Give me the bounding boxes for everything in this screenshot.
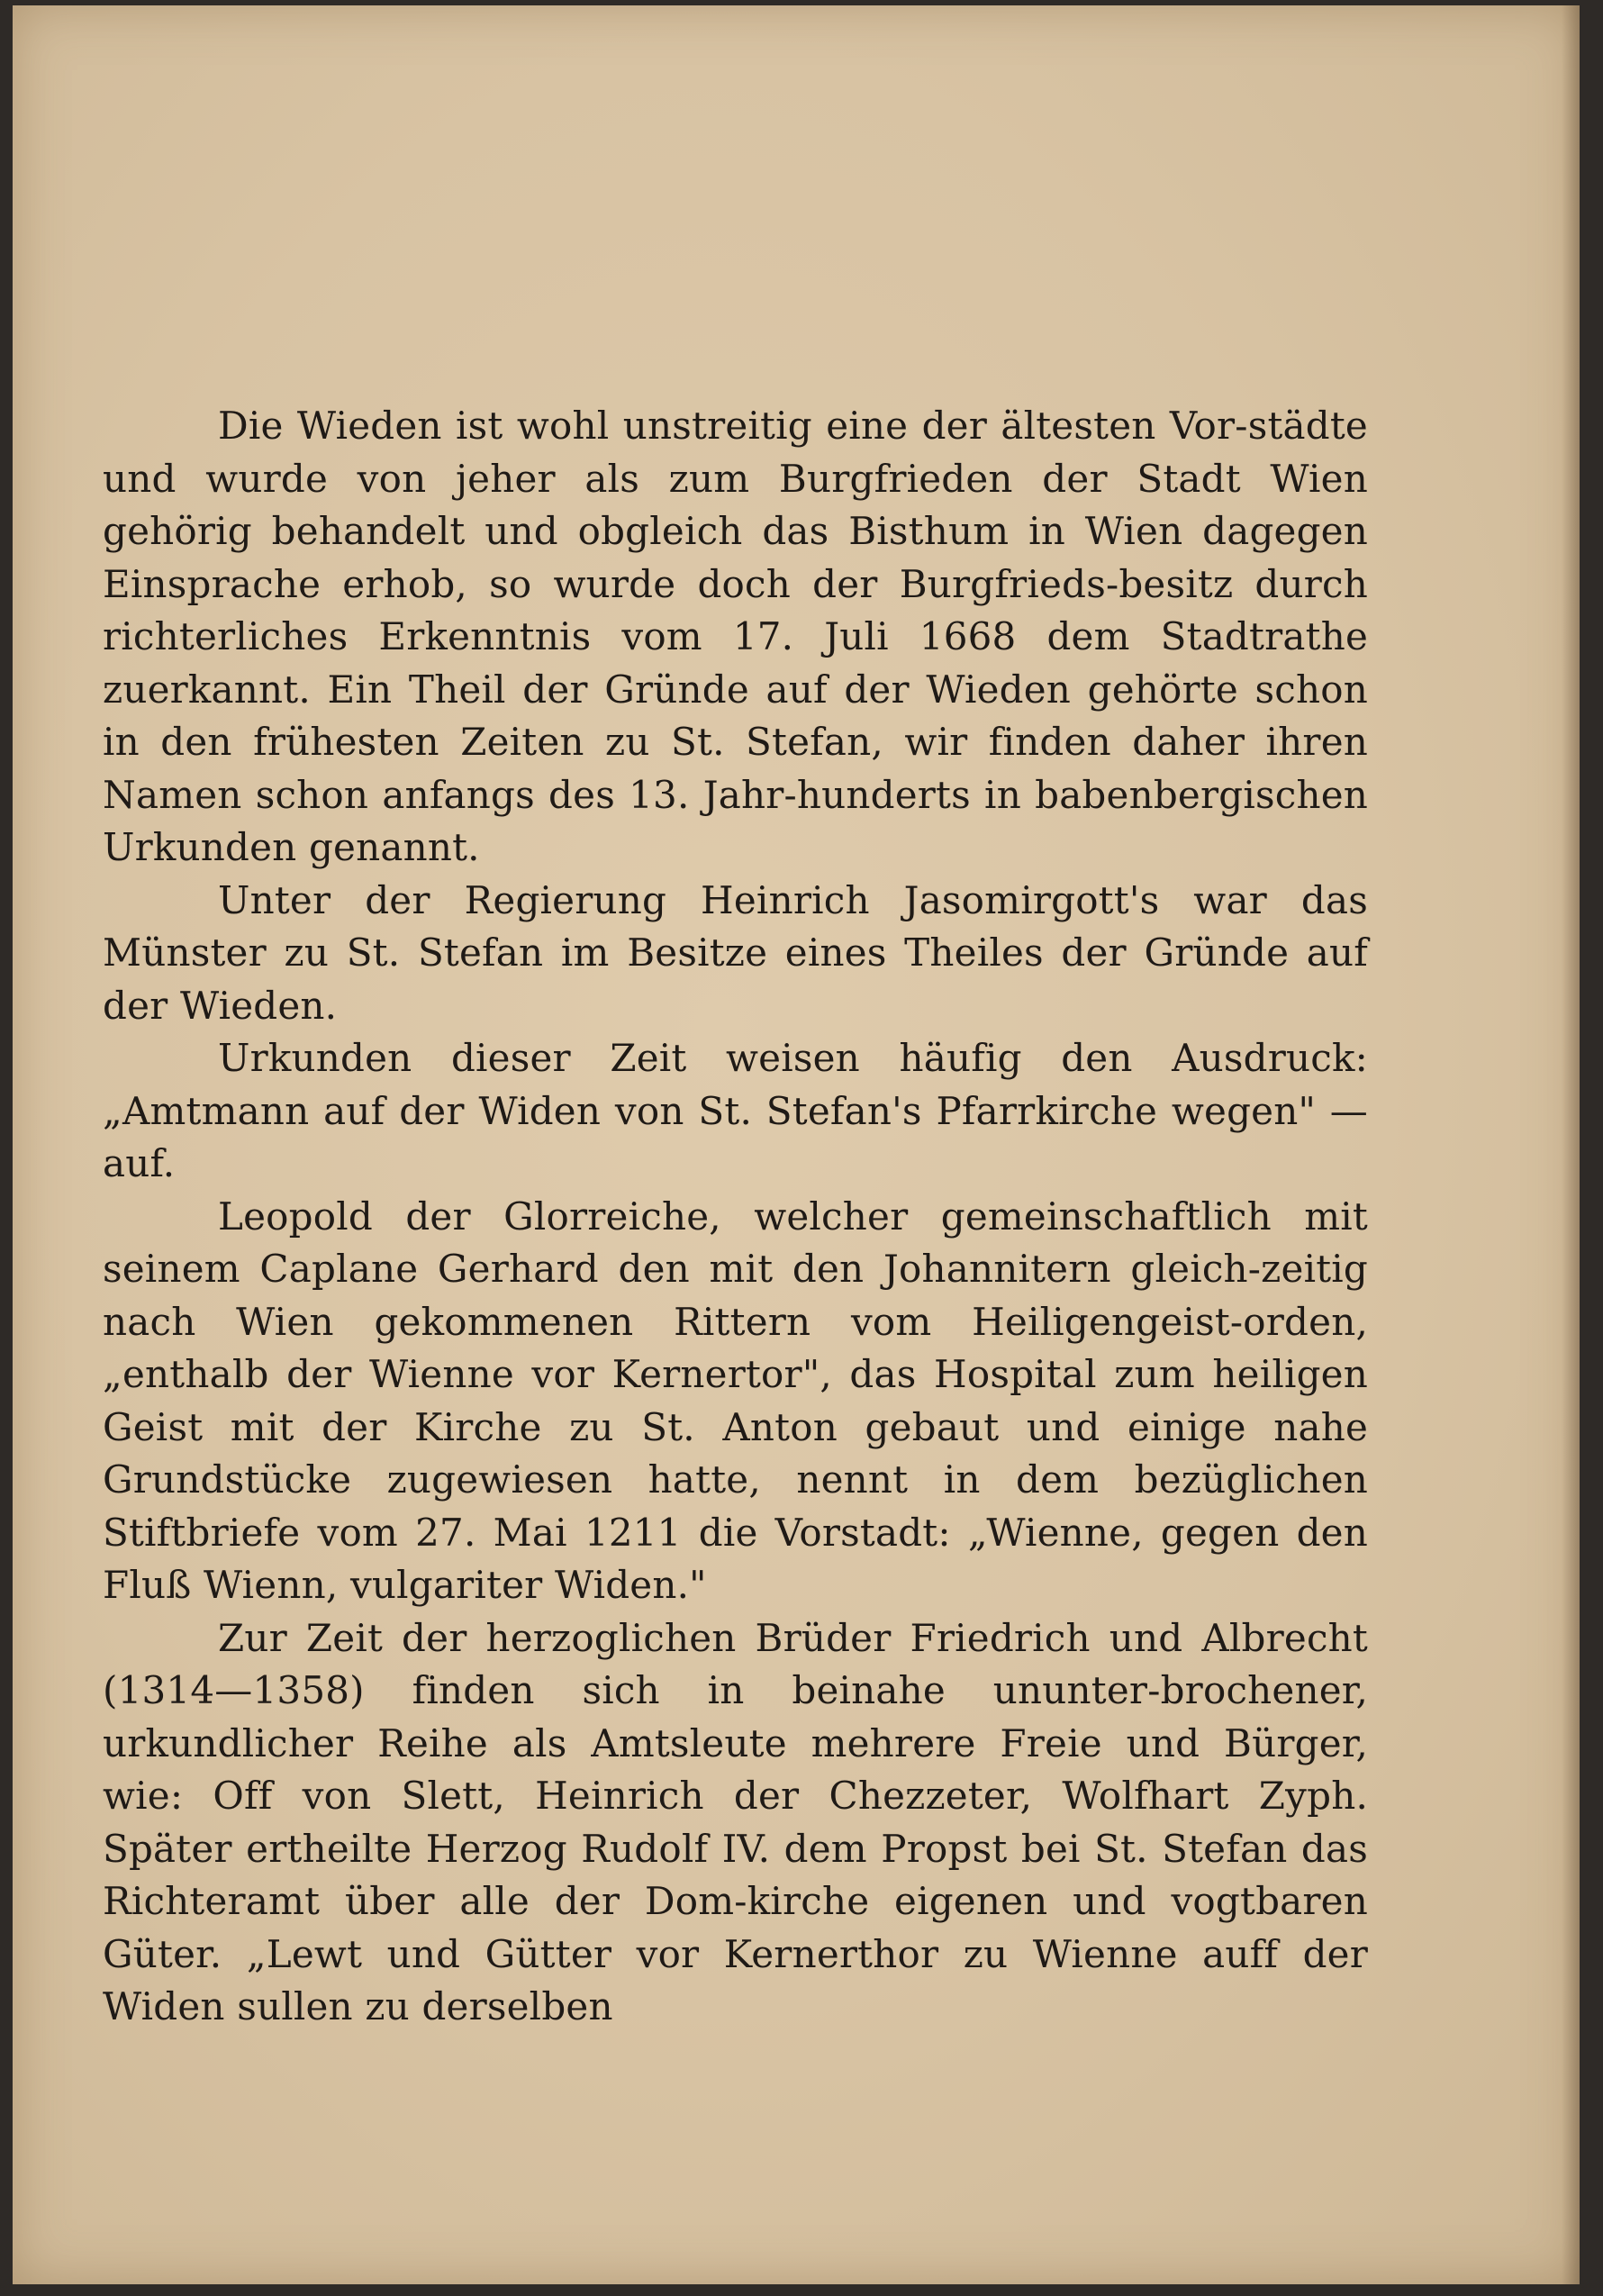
paragraph-1: Die Wieden ist wohl unstreitig eine der ältesten Vor-städte und wurde von jeher als zum Burgfrieden der Stadt Wien gehörig behandelt und obgleich das Bisthum in Wien dagegen Einsprache erhob, so wurde doch der Burgfrieds-besitz durch richterliches Erkenntnis vom 17. Juli 1668 dem Stadtrathe zuerkannt. Ein Theil der Gründe auf der Wieden gehörte schon in den frühesten Zeiten zu St. Stefan, wir finden daher ihren Namen schon anfangs des 13. Jahr-hunderts in babenbergischen Urkunden genannt. [103,404,1368,869]
paragraph-2: Unter der Regierung Heinrich Jasomirgott's war das Münster zu St. Stefan im Besitze eines Theiles der Gründe auf der Wieden. [103,877,1368,1028]
paragraph-5: Zur Zeit der herzoglichen Brüder Friedrich und Albrecht (1314—1358) finden sich in beinahe ununter-brochener, urkundlicher Reihe als Amtsleute mehrere Freie und Bürger, wie: Off von Slett, Heinrich der Chezzeter, Wolfhart Zyph. Später ertheilte Herzog Rudolf IV. dem Propst bei St. Stefan das Richteramt über alle der Dom-kirche eigenen und vogtbaren Güter. „Lewt und Gütter vor Kernerthor zu Wienne auff der Widen sullen zu derselben [103,1615,1368,2028]
paragraph-3: Urkunden dieser Zeit weisen häufig den Ausdruck: „Amtmann auf der Widen von St. Stefan's Pfarrkirche wegen" — auf. [103,1036,1368,1185]
page-edge-shadow [1562,5,1580,2284]
paragraph-4: Leopold der Glorreiche, welcher gemeinschaftlich mit seinem Caplane Gerhard den mit den Johannitern gleich-zeitig nach Wien gekommenen Rittern vom Heiligengeist-orden, „enthalb der Wienne vor Kernertor", das Hospital zum heiligen Geist mit der Kirche zu St. Anton gebaut und einige nahe Grundstücke zugewiesen hatte, nennt in dem bezüglichen Stiftbriefe vom 27. Mai 1211 die Vorstadt: „Wienne, gegen den Fluß Wienn, vulgariter Widen." [103,1193,1368,1607]
body-text [103,400,1368,2034]
book-page [13,5,1580,2284]
